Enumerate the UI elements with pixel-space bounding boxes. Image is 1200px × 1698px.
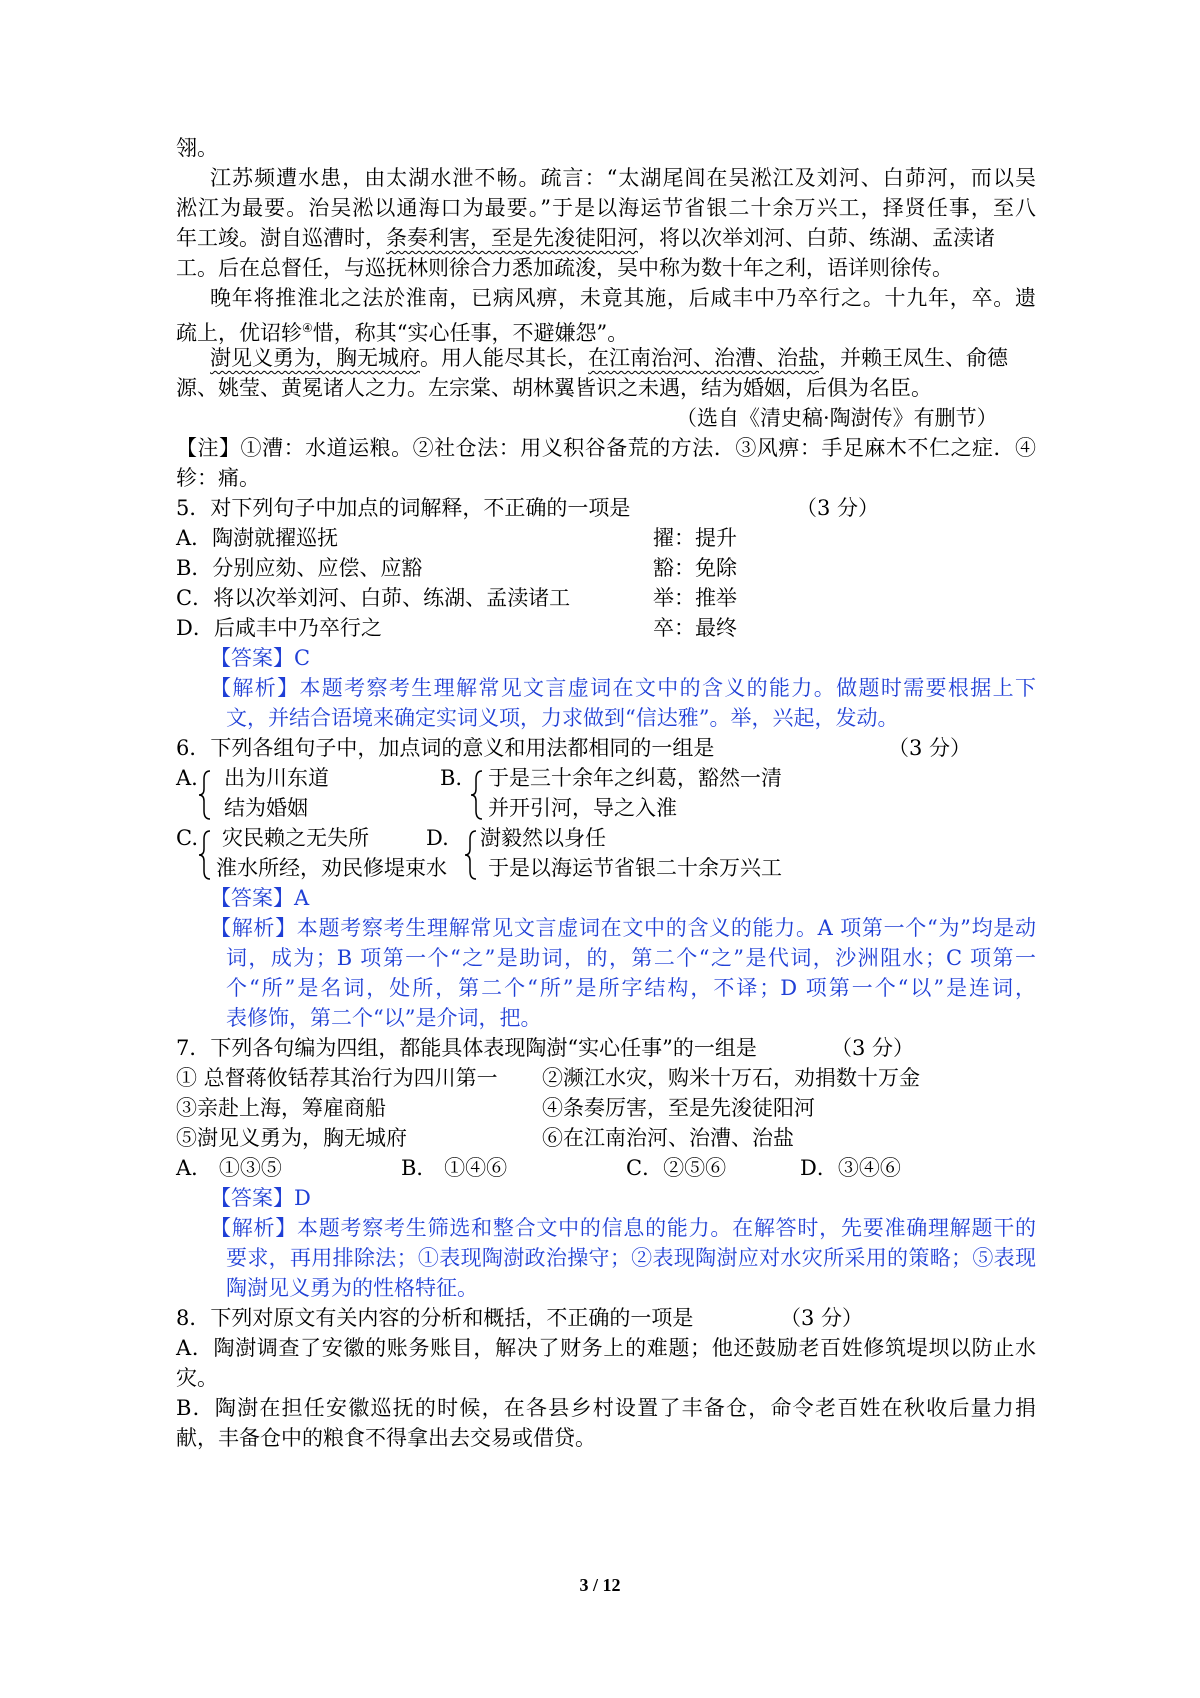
question-score: （3 分）	[831, 1036, 915, 1060]
item-row: ⑤澍见义勇为，胸无城府 ⑥在江南治河、治漕、治盐	[176, 1126, 794, 1150]
option: B．分别应劾、应偿、应豁 豁：免除	[176, 556, 737, 580]
analysis-line: 文，并结合语境来确定实词义项，力求做到“信达雅”。举，兴起，发动。	[226, 706, 899, 730]
option-line: 献，丰备仓中的粮食不得拿出去交易或借贷。	[176, 1426, 596, 1450]
item-row: ③亲赴上海，筹雇商船 ④条奏厉害，至是先浚徒阳河	[176, 1096, 815, 1120]
option-label: D.	[426, 826, 449, 850]
brace-icon	[198, 769, 212, 821]
question-8-stem: 8．下列对原文有关内容的分析和概括，不正确的一项是 （3 分）	[176, 1303, 1036, 1333]
option: A．陶澍就擢巡抚 擢：提升	[176, 526, 737, 550]
passage-line: 年工竣。澍自巡漕时，条奏利害，至是先浚徒阳河，将以次举刘河、白茆、练湖、孟渎诸	[176, 226, 995, 250]
passage-line: 晚年将推淮北之法於淮南，已病风痹，未竟其施，后咸丰中乃卒行之。十九年，卒。遗	[210, 286, 1036, 310]
analysis-line: 表修饰，第二个“以”是介词，把。	[226, 1006, 542, 1030]
option-line: 结为婚姻	[224, 796, 308, 820]
question-score: （3 分）	[796, 496, 880, 520]
option-label: C.	[176, 826, 198, 850]
passage-line: 澍见义勇为，胸无城府。用人能尽其长，在江南治河、治漕、治盐，并赖王凤生、俞德	[210, 346, 1008, 370]
option-line: 出为川东道	[224, 766, 329, 790]
question-6-stem: 6．下列各组句子中，加点词的意义和用法都相同的一组是 （3 分）	[176, 733, 1036, 763]
wavy-underlined-phrase: 条奏利害，至是先浚徒阳河	[386, 226, 638, 250]
analysis-line: 陶澍见义勇为的性格特征。	[226, 1276, 478, 1300]
question-5-stem: 5．对下列句子中加点的词解释，不正确的一项是 （3 分）	[176, 493, 1036, 523]
question-score: （3 分）	[780, 1306, 864, 1330]
option-label: B.	[440, 766, 463, 790]
option: C．将以次举刘河、白茆、练湖、孟渎诸工 举：推举	[176, 586, 737, 610]
analysis-line: 词，成为；B 项第一个“之”是助词，的，第二个“之”是代词，沙洲阻水；C 项第一	[226, 946, 1036, 970]
passage-line: 淞江为最要。治吴淞以通海口为最要。”于是以海运节省银二十余万兴工，择贤任事，至八	[176, 196, 1036, 220]
passage-line: 翎。	[176, 136, 218, 160]
passage-line: 工。后在总督任，与巡抚林则徐合力悉加疏浚，吴中称为数十年之利，语详则徐传。	[176, 256, 953, 280]
note-line: 【注】①漕：水道运粮。②社仓法：用义积谷备荒的方法．③风痹：手足麻木不仁之症．④	[176, 436, 1036, 460]
option-line: 澍毅然以身任	[480, 826, 606, 850]
passage-line: 江苏频遭水患，由太湖水泄不畅。疏言：“太湖尾闾在吴淞江及刘河、白茆河，而以吴	[210, 166, 1036, 190]
option-line: 于是三十余年之纠葛，豁然一清	[488, 766, 782, 790]
option-line: 淮水所经，劝民修堤束水	[216, 856, 447, 880]
wavy-underlined-phrase: 澍见义勇为，胸无城府	[210, 346, 420, 370]
option-line: A．陶澍调查了安徽的账务账目，解决了财务上的难题；他还鼓励老百姓修筑堤坝以防止水	[176, 1336, 1036, 1360]
option-line: 并开引河，导之入淮	[488, 796, 677, 820]
brace-icon	[198, 829, 212, 881]
option-line: B．陶澍在担任安徽巡抚的时候，在各县乡村设置了丰备仓，命令老百姓在秋收后量力捐	[176, 1396, 1036, 1420]
passage-source: （选自《清史稿·陶澍传》有删节）	[676, 406, 998, 430]
analysis-line: 要求，再用排除法；①表现陶澍政治操守；②表现陶澍应对水灾所采用的策略；⑤表现	[226, 1246, 1036, 1270]
analysis-line: 【解析】本题考察考生筛选和整合文中的信息的能力。在解答时，先要准确理解题干的	[210, 1216, 1036, 1240]
answer: 【答案】C	[210, 646, 311, 670]
answer: 【答案】D	[210, 1186, 311, 1210]
option-line: 灾。	[176, 1366, 218, 1390]
question-7-stem: 7．下列各句编为四组，都能具体表现陶澍“实心任事”的一组是 （3 分）	[176, 1033, 1036, 1063]
brace-icon	[464, 829, 478, 881]
option-label: A.	[176, 766, 198, 790]
option: D．后咸丰中乃卒行之 卒：最终	[176, 616, 737, 640]
question-score: （3 分）	[888, 736, 972, 760]
brace-icon	[470, 769, 484, 821]
note-line: 轸：痛。	[176, 466, 260, 490]
item-row: ① 总督蒋攸铦荐其治行为四川第一 ②濒江水灾，购米十万石，劝捐数十万金	[176, 1066, 920, 1090]
option-line: 灾民赖之无失所	[222, 826, 369, 850]
passage-line: 源、姚莹、黄冕诸人之力。左宗棠、胡林翼皆识之未遇，结为婚姻，后俱为名臣。	[176, 376, 932, 400]
footnote-marker: ④	[302, 321, 313, 335]
analysis-line: 【解析】本题考察考生理解常见文言虚词在文中的含义的能力。做题时需要根据上下	[210, 676, 1036, 700]
option-line: 于是以海运节省银二十余万兴工	[488, 856, 782, 880]
analysis-line: 【解析】本题考察考生理解常见文言虚词在文中的含义的能力。A 项第一个“为”均是动	[210, 916, 1036, 940]
analysis-line: 个“所”是名词，处所，第二个“所”是所字结构，不译；D 项第一个“以”是连词，	[226, 976, 1036, 1000]
passage-line: 疏上，优诏轸④惜，称其“实心任事，不避嫌怨”。	[176, 321, 629, 345]
answer: 【答案】A	[210, 886, 310, 910]
page-number: 3 / 12	[579, 1575, 621, 1595]
wavy-underlined-phrase: 在江南治河、治漕、治盐	[588, 346, 819, 370]
choice-row: A． ①③⑤ B． ①④⑥ C．②⑤⑥ D．③④⑥	[176, 1156, 901, 1180]
